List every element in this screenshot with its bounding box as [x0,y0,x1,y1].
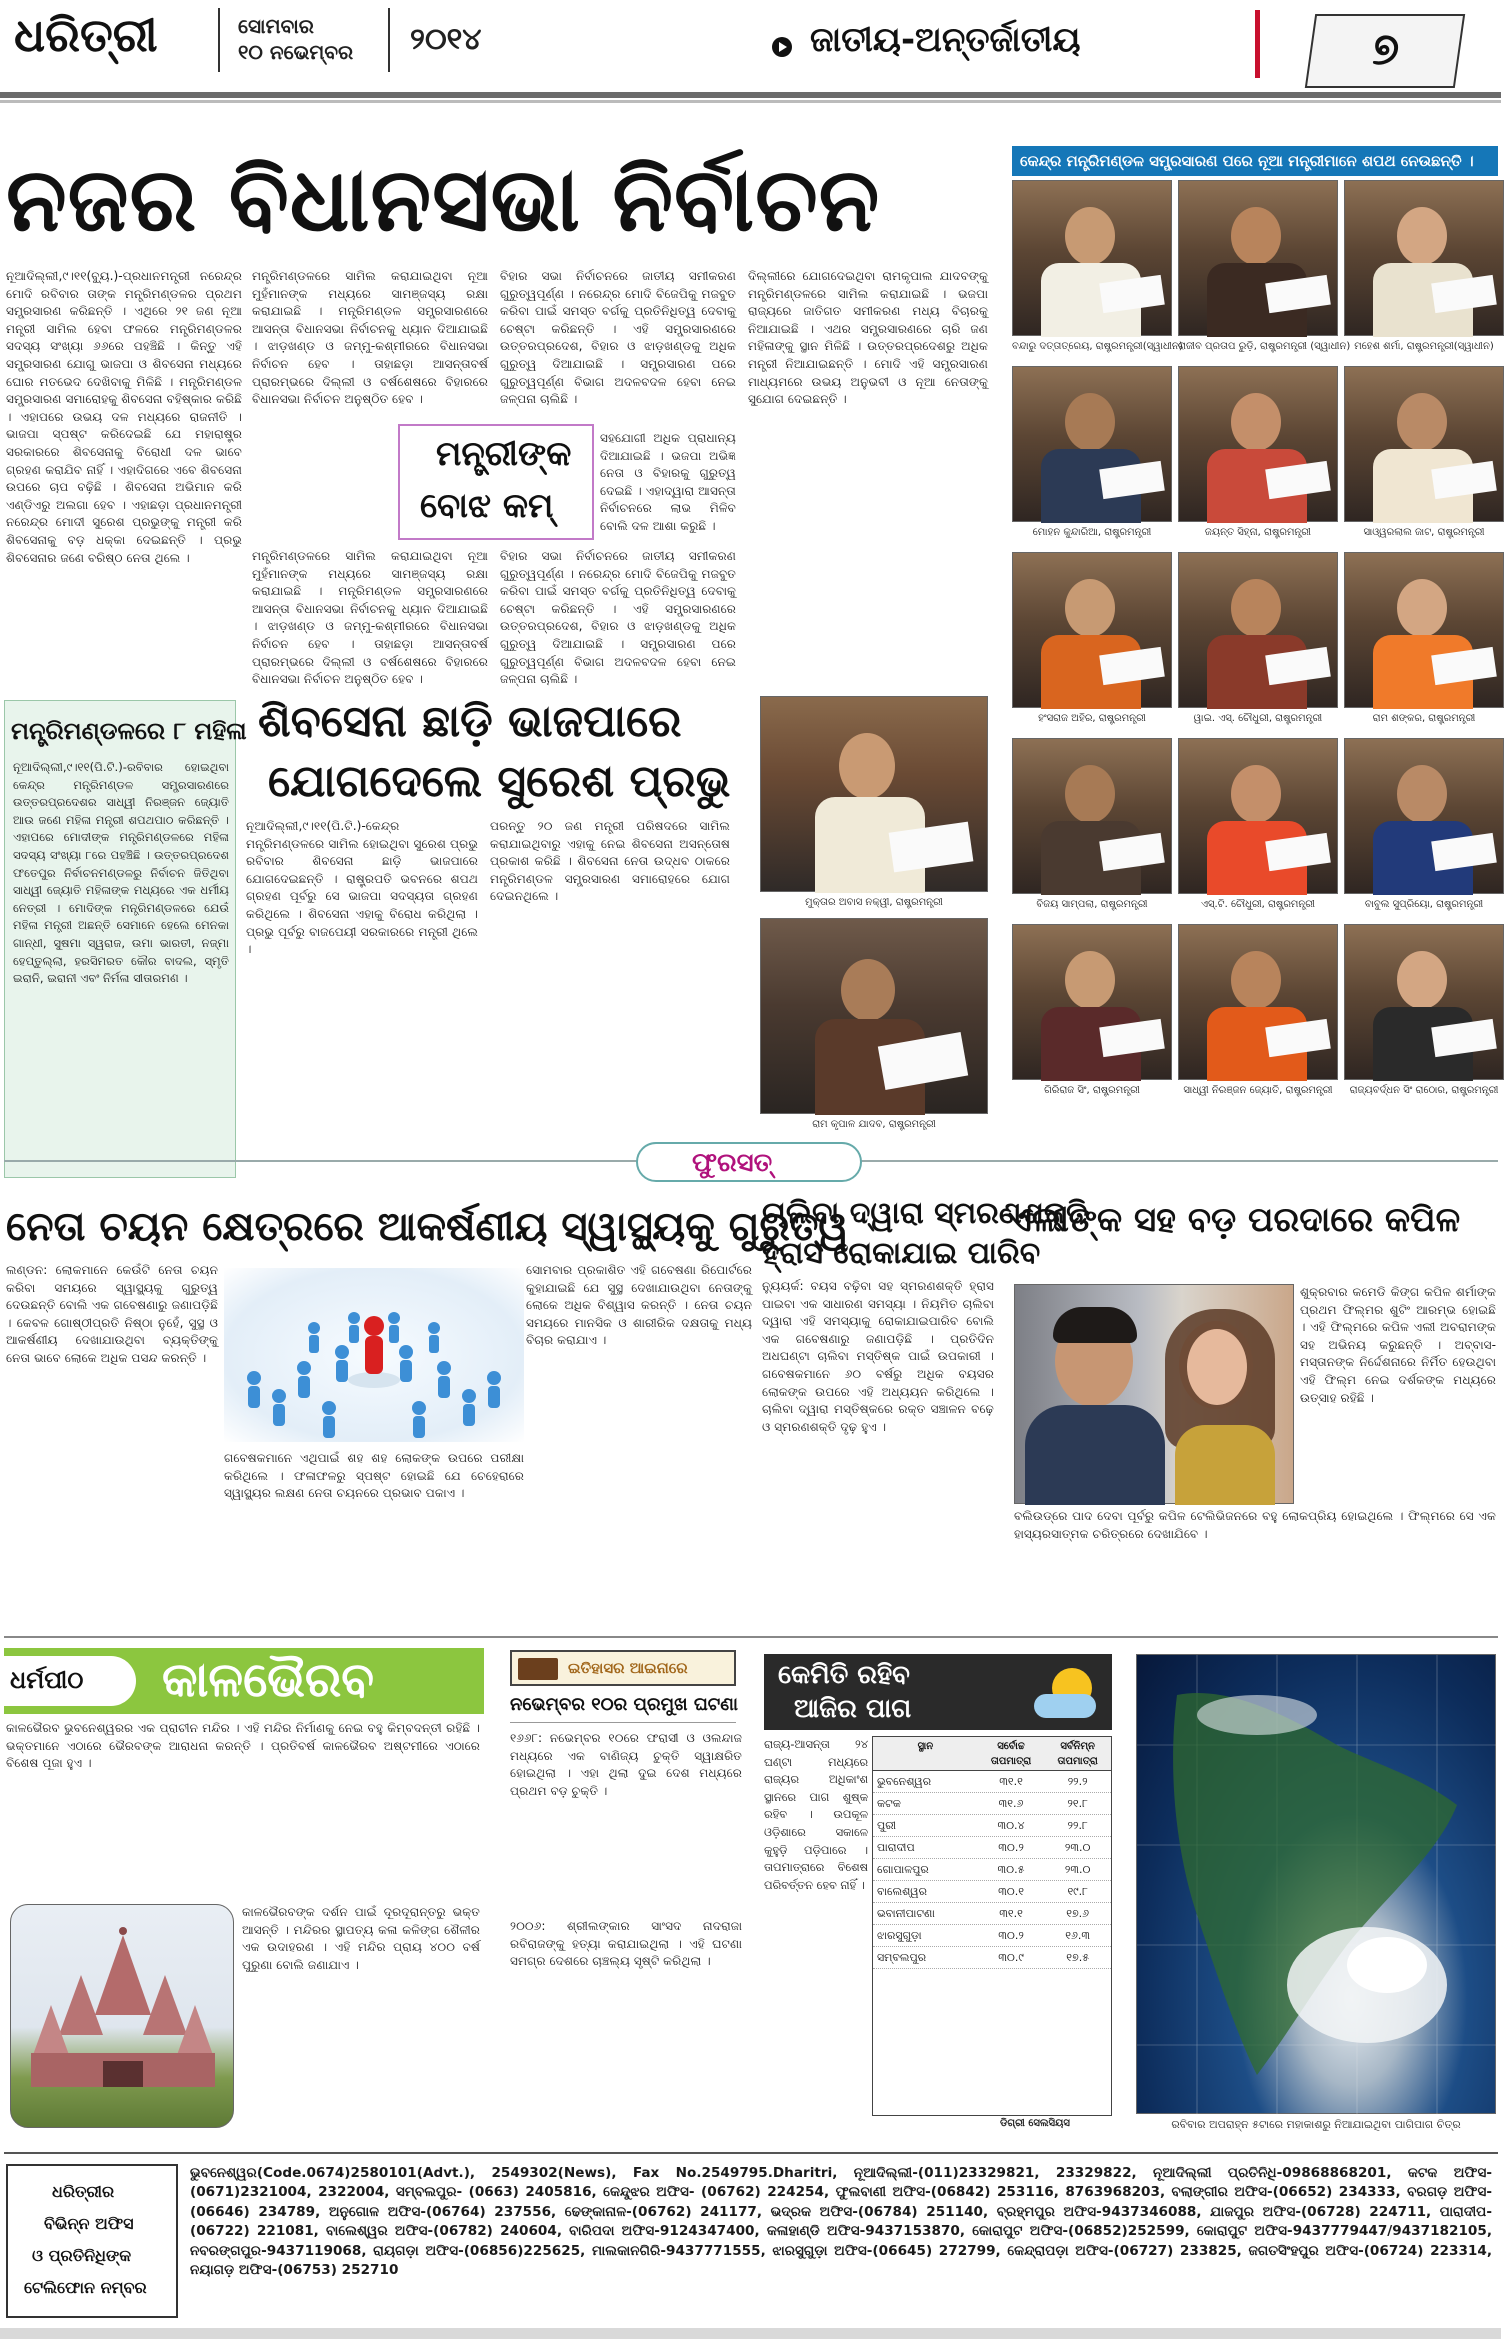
weather-cell: ୧୭.୬ [1066,1907,1090,1920]
minister-caption: ଗିରିରାଜ ସିଂ, ରାଷ୍ଟ୍ରମନ୍ତ୍ରୀ [1044,1085,1140,1096]
fursat-banner [636,1142,862,1182]
minister-caption: ହଂସରାଜ ଅହିର, ରାଷ୍ଟ୍ରମନ୍ତ୍ରୀ [1038,713,1146,724]
dharma-banner [4,1648,484,1714]
weather-cell: ୩୦.୨ [998,1929,1024,1942]
page-number-box [1305,14,1465,88]
minister-caption: ଜୟନ୍ତ ସିହ୍ନା, ରାଷ୍ଟ୍ରମନ୍ତ୍ରୀ [1204,527,1312,538]
satellite-caption: ରବିବାର ଅପରାହ୍ନ ୫ଟାରେ ମହାକାଶରୁ ନିଆଯାଇଥିବା ପାଗିପାଗ ଚିତ୍ର [1171,2118,1461,2131]
fursat-label: ଫୁରସତ୍ [692,1148,773,1178]
lead-col-2: ମନ୍ତ୍ରିମଣ୍ଡଳରେ ସାମିଲ କରାଯାଇଥିବା ନୂଆ ମୁହଁମାନଙ୍କ ମଧ୍ୟରେ ସାମଞ୍ଜସ୍ୟ ରକ୍ଷା କରାଯାଇଛି । ମନ୍ତ୍ରିମଣ୍ଡଳ ସମ୍ପ୍ରସାରଣରେ ଆସନ୍ତା ବିଧାନସଭା ନିର୍ବାଚନକୁ ଧ୍ୟାନ ଦିଆଯାଇଛି । ଝାଡ଼ଖଣ୍ଡ ଓ ଜମ୍ମୁ-କଶ୍ମୀରରେ ବିଧାନସଭା ନିର୍ବାଚନ ହେବ । ତାହାଛଡ଼ା ଆସନ୍ତାବର୍ଷ ପ୍ରାରମ୍ଭରେ ଦିଲ୍ଲୀ ଓ ବର୍ଷଶେଷରେ ବିହାରରେ ବିଧାନସଭା ନିର୍ବାଚନ ଅନୁଷ୍ଠିତ ହେବ । [252,269,492,407]
minister-photo [1344,738,1504,894]
weather-cell: ଭବାନୀପାଟଣା [877,1907,935,1920]
weather-cell: କଟକ [877,1797,901,1810]
lead-col-3: ବିହାର ସଭା ନିର୍ବାଚନରେ ଜାତୀୟ ସମୀକରଣ ଗୁରୁତ୍ୱପୂର୍ଣ୍ଣ । ନରେନ୍ଦ୍ର ମୋଦି ବିଜେପିକୁ ମଜବୁତ କରିବା ପାଇଁ ସମସ୍ତ ବର୍ଗକୁ ପ୍ରତିନିଧିତ୍ୱ ଦେବାକୁ ଚେଷ୍ଟା କରିଛନ୍ତି । ଏହି ସମ୍ପ୍ରସାରଣରେ ଉତ୍ତରପ୍ରଦେଶ, ବିହାର ଓ ଝାଡ଼ଖଣ୍ଡକୁ ଅଧିକ ଗୁରୁତ୍ୱ ଦିଆଯାଇଛି । ସମ୍ପ୍ରସାରଣ ପରେ ଗୁରୁତ୍ୱପୂର୍ଣ୍ଣ ବିଭାଗ ଅଦଳବଦଳ ହେବା ନେଇ ଜଳ୍ପନା ଚାଲିଛି । [500,269,740,407]
walking-title-2: ହ୍ରାସ ରୋକାଯାଇ ପାରିବ [762,1236,1041,1271]
kapil-body-2: ବଲିଉଡ୍‌ରେ ପାଦ ଦେବା ପୂର୍ବରୁ କପିଳ ଟେଲିଭିଜନରେ ବହୁ ଲୋକପ୍ରିୟ ହୋଇଥିଲେ । ଫିଲ୍ମରେ ସେ ଏକ ହାସ୍ୟରସାତ୍ମକ ଚରିତ୍ରରେ ଦେଖାଯିବେ । [1014,1509,1500,1541]
dharma-label-box [4,1656,136,1706]
satellite-svg [1137,1655,1497,2115]
footer-contacts: ଭୁବନେଶ୍ୱର(Code.0674)2580101(Advt.), 2549302(News), Fax No.2549795.Dharitri, ନୂଆଦିଲ୍ଲୀ-(011)23329821, 23329822, ନୂଆଦିଲ୍ଲୀ ପ୍ରତିନିଧି-09868868201, କଟକ ଅଫିସ-(0671)2321004, 2322004, ସମ୍ବଲପୁର- (0663) 2405816, କେନ୍ଦୁଝର ଅଫିସ- (06762) 224254, ଫୁଲବାଣୀ ଅଫିସ-(06842) 253116, 8763968203, ବଲାଙ୍ଗୀର ଅଫିସ-(06652) 234333, ବରଗଡ଼ ଅଫିସ-(06646) 234789, ଅନୁଗୋଳ ଅଫିସ-(06764) 237556, ଢେଙ୍କାନାଳ-(06762) 241177, ଭଦ୍ରକ ଅଫିସ-(06784) 251140, ବ୍ରହ୍ମପୁର ଅଫିସ-9437346088, ଯାଜପୁର ଅଫିସ-(06728) 224711, ପାରାଦୀପ-(06722) 221081, ବାଲେଶ୍ୱର ଅଫିସ-(06782) 240604, ବାରିପଦା ଅଫିସ-9124347400, କଳାହାଣ୍ଡି ଅଫିସ-9437153870, କୋରାପୁଟ ଅଫିସ-(06852)252599, କୋରାପୁଟ ଅଫିସ-9437779447/9437182105, ନବରଙ୍ଗପୁର-9437119068, ରାୟଗଡ଼ା ଅଫିସ-(06856)225625, ମାଲକାନଗିରି-9437771555, ଝାରସୁଗୁଡ଼ା ଅଫିସ-(06645) 272799, କେନ୍ଦ୍ରାପଡ଼ା ଅଫିସ-(06727) 233825, ଜଗତସିଂହପୁର ଅଫିସ-(06724) 223314, ନୟାଗଡ଼ ଅଫିସ-(06753) 252710 [190,2165,1497,2279]
weather-cell: ୩୧.୧ [999,1907,1023,1920]
health-col-2: ଗବେଷକମାନେ ଏଥିପାଇଁ ଶହ ଶହ ଲୋକଙ୍କ ଉପରେ ପରୀକ୍ଷା କରିଥିଲେ । ଫଳାଫଳରୁ ସ୍ପଷ୍ଟ ହୋଇଛି ଯେ ଚେହେରାରେ ସ୍ୱାସ୍ଥ୍ୟର ଲକ୍ଷଣ ନେତା ଚୟନରେ ପ୍ରଭାବ ପକାଏ । [224,1451,528,1501]
minister-caption: ମହେଶ ଶର୍ମା, ରାଷ୍ଟ୍ରମନ୍ତ୍ରୀ(ସ୍ୱାଧୀନ) [1354,341,1494,352]
minister-photo-grid [1012,180,1498,1110]
weather-row [873,1771,1111,1793]
weather-cell: ୩୧.୬ [998,1797,1024,1810]
weather-row [873,1947,1111,1969]
weather-row [873,1815,1111,1837]
weather-cell: ୩୦.୯ [998,1951,1024,1964]
women-box [4,700,247,1178]
lead-col-4: ଦିଲ୍ଲୀରେ ଯୋଗଦେଇଥିବା ରାମକୃପାଲ ଯାଦବଙ୍କୁ ମନ୍ତ୍ରିମଣ୍ଡଳରେ ସାମିଲ କରାଯାଇଛି । ଭଜପା ରାଜ୍ୟରେ ଜାତିଗତ ସମୀକରଣ ମଧ୍ୟ ବିଚାରକୁ ନିଆଯାଇଛି । ଏଥର ସମ୍ପ୍ରସାରଣରେ ଚାରି ଜଣ ମହିଳାଙ୍କୁ ସ୍ଥାନ ମିଳିଛି । ଉତ୍ତରପ୍ରଦେଶରୁ ଅଧିକ ମନ୍ତ୍ରୀ ନିଆଯାଇଛନ୍ତି । ମୋଦି ଏହି ସମ୍ପ୍ରସାରଣ ମାଧ୍ୟମରେ ଉଭୟ ଅନୁଭବୀ ଓ ନୂଆ ନେତାଙ୍କୁ ସୁଯୋଗ ଦେଇଛନ୍ତି । [748,269,992,407]
health-col-1: ଲଣ୍ଡନ: ଲୋକମାନେ କେଉଁଟି ନେତା ଚୟନ କରିବା ସମୟରେ ସ୍ୱାସ୍ଥ୍ୟକୁ ଗୁରୁତ୍ୱ ଦେଉଛନ୍ତି ବୋଲି ଏକ ଗବେଷଣାରୁ ଜଣାପଡ଼ିଛି । କେବଳ ଗୋଷ୍ଠୀପ୍ରତି ନିଷ୍ଠା ନୁହେଁ, ସୁସ୍ଥ ଓ ଆକର୍ଷଣୀୟ ଦେଖାଯାଉଥିବା ବ୍ୟକ୍ତିଙ୍କୁ ନେତା ଭାବେ ଲୋକେ ଅଧିକ ପସନ୍ଦ କରନ୍ତି । [6,1263,222,1365]
shivsena-title-1: ଶିବସେନା ଛାଡ଼ି ଭାଜପାରେ [258,696,682,747]
minister-caption: ୱାଇ. ଏସ୍. ଚୌଧୁରୀ, ରାଷ୍ଟ୍ରମନ୍ତ୍ରୀ [1193,713,1323,724]
lead-col-5: ସହଯୋଗୀ ଅଧିକ ପ୍ରାଧାନ୍ୟ ଦିଆଯାଇଛି । ଭଜପା ଅଭିଜ୍ଞ ନେତା ଓ ବିହାରକୁ ଗୁରୁତ୍ୱ ଦେଇଛି । ଏହାଦ୍ୱାରା ଆସନ୍ତା ନିର୍ବାଚନରେ ଲାଭ ମିଳିବ ବୋଲି ଦଳ ଆଶା କରୁଛି । [600,431,740,533]
kapil-photo [1014,1284,1294,1504]
dharma-label: ଧର୍ମପୀଠ [10,1666,84,1694]
sun-cloud-icon [1032,1664,1104,1722]
weather-cell: ଗୋପାଳପୁର [877,1863,929,1876]
minister-caption: ରାଜୀବ ପ୍ରତାପ ରୁଡ଼ି, ରାଷ୍ଟ୍ରମନ୍ତ୍ରୀ (ସ୍ୱାଧୀନ) [1178,341,1351,352]
weather-cell: ୨୩.୦ [1064,1863,1091,1876]
ramkripal-photo [760,918,988,1114]
weather-cell: ପୁରୀ [877,1819,896,1832]
issue-date: ୧୦ ନଭେମ୍ବର [238,40,354,64]
footer-box-line4: ଟେଲିଫୋନ ନମ୍ବର [24,2278,147,2297]
ramkripal-caption: ରାମ କୃପାଳ ଯାଦବ, ରାଷ୍ଟ୍ରମନ୍ତ୍ରୀ [812,1119,936,1130]
weather-title-2: ଆଜିର ପାଗ [794,1694,912,1724]
weather-row [873,1903,1111,1925]
pullquote [398,424,594,540]
naqvi-caption: ମୁକ୍ତାର ଅବାସ ନକ୍ୱୀ, ରାଷ୍ଟ୍ରମନ୍ତ୍ରୀ [805,897,943,908]
weather-table [872,1736,1112,2116]
weather-cell: ସମ୍ବଲପୁର [877,1951,927,1964]
weather-cell: ୨୨.୮ [1067,1819,1088,1832]
shivsena-col-1: ନୂଆଦିଲ୍ଲୀ,୯।୧୧(ପି.ଟି.)-କେନ୍ଦ୍ର ମନ୍ତ୍ରିମଣ୍ଡଳରେ ସାମିଲ ହୋଇଥିବା ସୁରେଶ ପ୍ରଭୁ ରବିବାର ଶିବସେନା ଛାଡ଼ି ଭାଜପାରେ ଯୋଗଦେଇଛନ୍ତି । ରାଷ୍ଟ୍ରପତି ଭବନରେ ଶପଥ ଗ୍ରହଣ ପୂର୍ବରୁ ସେ ଭାଜପା ସଦସ୍ୟତା ଗ୍ରହଣ କରିଥିଲେ । ଶିବସେନା ଏହାକୁ ବିରୋଧ କରିଥିଲା । ପ୍ରଭୁ ପୂର୍ବରୁ ବାଜପେୟୀ ସରକାରରେ ମନ୍ତ୍ରୀ ଥିଲେ । [246,819,482,957]
minister-caption: ସାଓ୍ୱରଲାଲ ଜାଟ, ରାଷ୍ଟ୍ରମନ୍ତ୍ରୀ [1363,527,1485,538]
weather-cell: ୨୧.୮ [1067,1797,1088,1810]
weather-cell: ୩୦.୧ [998,1885,1024,1898]
minister-photo [1178,738,1338,894]
walking-body: ନ୍ୟୁୟର୍କ: ବୟସ ବଢ଼ିବା ସହ ସ୍ମରଣଶକ୍ତି ହ୍ରାସ ପାଇବା ଏକ ସାଧାରଣ ସମସ୍ୟା । ନିୟମିତ ଚାଲିବା ଦ୍ୱାରା ଏହି ସମସ୍ୟାକୁ ରୋକାଯାଇପାରିବ ବୋଲି ଏକ ଗବେଷଣାରୁ ଜଣାପଡ଼ିଛି । ପ୍ରତିଦିନ ଅଧଘଣ୍ଟା ଚାଲିବା ମସ୍ତିଷ୍କ ପାଇଁ ଉପକାରୀ । ଗବେଷକମାନେ ୬୦ ବର୍ଷରୁ ଅଧିକ ବୟସର ଲୋକଙ୍କ ଉପରେ ଏହି ଅଧ୍ୟୟନ କରିଥିଲେ । ଚାଲିବା ଦ୍ୱାରା ମସ୍ତିଷ୍କରେ ରକ୍ତ ସଞ୍ଚାଳନ ବଢ଼େ ଓ ସ୍ମରଣଶକ୍ତି ଦୃଢ଼ ହୁଏ । [762,1279,998,1434]
minister-caption: ମୋହନ କୁନ୍ଦାରିଆ, ରାଷ୍ଟ୍ରମନ୍ତ୍ରୀ [1032,527,1152,538]
minister-photo [1012,366,1172,522]
health-col-3: ସୋମବାର ପ୍ରକାଶିତ ଏହି ଗବେଷଣା ରିପୋର୍ଟରେ କୁହାଯାଇଛି ଯେ ସୁସ୍ଥ ଦେଖାଯାଉଥିବା ନେତାଙ୍କୁ ଲୋକେ ଅଧିକ ବିଶ୍ୱାସ କରନ୍ତି । ନେତା ଚୟନ ସମୟରେ ମାନସିକ ଓ ଶାରୀରିକ ଦକ୍ଷତାକୁ ମଧ୍ୟ ବିଚାର କରାଯାଏ । [526,1263,756,1348]
weather-cell: ୨୨.୨ [1067,1775,1088,1788]
footer-box [6,2164,178,2318]
crowd-illustration [224,1268,524,1442]
lead-headline: ନଜର ବିଧାନସଭା ନିର୍ବାଚନ [6,148,881,251]
weather-row [873,1925,1111,1947]
weather-cell: ଭୁବନେଶ୍ୱର [877,1775,932,1788]
minister-photo [1178,924,1338,1080]
pullquote-line2: ବୋଝ କମ୍ [420,486,554,526]
weather-cell: ୨୩.୦ [1064,1841,1091,1854]
health-title: ନେତା ଚୟନ କ୍ଷେତ୍ରରେ ଆକର୍ଷଣୀୟ ସ୍ୱାସ୍ଥ୍ୟକୁ ଗୁରୁତ୍ୱ [6,1204,849,1250]
weather-row [873,1881,1111,1903]
weather-col-header: ସର୍ବନିମ୍ନ ତାପମାତ୍ରା [1057,1741,1098,1767]
weather-row [873,1837,1111,1859]
itihas-tag [510,1650,736,1686]
weather-cell: ଝାରସୁଗୁଡ଼ା [877,1929,922,1942]
weather-row [873,1859,1111,1881]
weather-body: ରାଜ୍ୟ-ଆସନ୍ତା ୨୪ ଘଣ୍ଟା ମଧ୍ୟରେ ରାଜ୍ୟର ଅଧିକାଂଶ ସ୍ଥାନରେ ପାଗ ଶୁଷ୍କ ରହିବ । ଉପକୂଳ ଓଡ଼ିଶାରେ ସକାଳେ କୁହୁଡ଼ି ପଡ଼ିପାରେ । ତାପମାତ୍ରାରେ ବିଶେଷ ପରିବର୍ତ୍ତନ ହେବ ନାହିଁ । [764,1737,872,1892]
kapil-body: ଶୁକ୍ରବାର କମେଡି କିଙ୍ଗ କପିଳ ଶର୍ମାଙ୍କ ପ୍ରଥମ ଫିଲ୍ମର ଶୁଟିଂ ଆରମ୍ଭ ହୋଇଛି । ଏହି ଫିଲ୍ମରେ କପିଳ ଏଲୀ ଅବରାମଙ୍କ ସହ ଅଭିନୟ କରୁଛନ୍ତି । ଅବ୍ବାସ-ମସ୍ତାନଙ୍କ ନିର୍ଦ୍ଦେଶନାରେ ନିର୍ମିତ ହେଉଥିବା ଏହି ଫିଲ୍ମ ନେଇ ଦର୍ଶକଙ୍କ ମଧ୍ୟରେ ଉତ୍ସାହ ରହିଛି । [1300,1285,1500,1405]
minister-photo [1344,924,1504,1080]
weather-table-header [873,1737,1111,1771]
book-icon [518,1658,558,1680]
shivsena-col-2: ପରନ୍ତୁ ୨୦ ଜଣ ମନ୍ତ୍ରୀ ପରିଷଦରେ ସାମିଲ କରାଯାଇଥିବାରୁ ଏହାକୁ ନେଇ ଶିବସେନା ଅସନ୍ତୋଷ ପ୍ରକାଶ କରିଛି । ଶିବସେନା ନେତା ଉଦ୍ଧବ ଠାକରେ ମନ୍ତ୍ରିମଣ୍ଡଳ ସମ୍ପ୍ରସାରଣ ସମାରୋହରେ ଯୋଗ ଦେଇନଥିଲେ । [490,819,734,904]
weather-cell: ୩୦.୪ [997,1819,1025,1832]
minister-caption: ରାମ ଶଙ୍କର, ରାଷ୍ଟ୍ରମନ୍ତ୍ରୀ [1372,713,1476,724]
weather-col-header: ସର୍ବୋଚ୍ଚ ତାପମାତ୍ରା [990,1741,1032,1767]
weather-cell: ୩୧.୧ [999,1775,1023,1788]
naqvi-photo [760,696,988,892]
weather-cell: ୧୯.୮ [1067,1885,1088,1898]
minister-caption: ବିଜୟ ସାମ୍ପଲା, ରାଷ୍ଟ୍ରମନ୍ତ୍ରୀ [1036,899,1148,910]
photo-grid-title: କେନ୍ଦ୍ର ମନ୍ତ୍ରିମଣ୍ଡଳ ସମ୍ପ୍ରସାରଣ ପରେ ନୂଆ ମନ୍ତ୍ରୀମାନେ ଶପଥ ନେଉଛନ୍ତି । [1012,146,1498,176]
brand-logo: ଧରିତ୍ରୀ [14,8,158,62]
kapil-title: ଏଲୀଙ୍କ ସହ ବଡ଼ ପରଦାରେ କପିଳ [1008,1200,1461,1240]
issue-year: ୨୦୧୪ [410,22,482,57]
footer-box-line3: ଓ ପ୍ରତିନିଧିଙ୍କ [32,2246,132,2265]
minister-photo [1012,738,1172,894]
minister-photo [1012,924,1172,1080]
pullquote-line1: ମନ୍ତ୍ରୀଙ୍କ [436,434,572,474]
issue-day: ସୋମବାର [238,14,314,38]
itihas-item-1: ୧୬୬୮: ନଭେମ୍ବର ୧୦ରେ ଫରାସୀ ଓ ଓଲନ୍ଦାଜ ମଧ୍ୟରେ ଏକ ବାଣିଜ୍ୟ ଚୁକ୍ତି ସ୍ୱାକ୍ଷରିତ ହୋଇଥିଲା । ଏହା ଥିଲା ଦୁଇ ଦେଶ ମଧ୍ୟରେ ପ୍ରଥମ ବଡ଼ ଚୁକ୍ତି । [510,1731,746,1798]
weather-source: ଡିଗ୍ରୀ ସେଲସିୟସ [1000,2118,1070,2129]
minister-photo [1012,552,1172,708]
minister-caption: ସାଧ୍ୱୀ ନିରଞ୍ଜନ ଜ୍ୟୋତି, ରାଷ୍ଟ୍ରମନ୍ତ୍ରୀ [1183,1085,1333,1096]
dharma-title: କାଳଭୈରବ [162,1652,375,1708]
dharma-col-1: କାଳଭୈରବ ଭୁବନେଶ୍ୱରର ଏକ ପ୍ରାଚୀନ ମନ୍ଦିର । ଏହି ମନ୍ଦିର ନିର୍ମାଣକୁ ନେଇ ବହୁ କିମ୍ବଦନ୍ତୀ ରହିଛି । ଭକ୍ତମାନେ ଏଠାରେ ଭୈରବଙ୍କ ଆରାଧନା କରନ୍ତି । ପ୍ରତିବର୍ଷ କାଳଭୈରବ ଅଷ୍ଟମୀରେ ଏଠାରେ ବିଶେଷ ପୂଜା ହୁଏ । [6,1721,484,1771]
itihas-label: ଇତିହାସର ଆଇନାରେ [568,1659,688,1677]
temple-photo [10,1904,234,2128]
minister-caption: ବନ୍ଦାରୁ ଦତ୍ତାତ୍ରେୟ, ରାଷ୍ଟ୍ରମନ୍ତ୍ରୀ(ସ୍ୱାଧୀନ) [1012,341,1183,352]
walking-title-1: ଚାଲିବା ଦ୍ୱାରା ସ୍ମରଣଶକ୍ତି [762,1196,1088,1231]
weather-cell: ୩୦.୨ [998,1841,1024,1854]
minister-photo [1344,180,1504,336]
minister-photo [1178,180,1338,336]
weather-title-1: କେମିତି ରହିବ [778,1660,910,1690]
minister-photo [1178,552,1338,708]
masthead [0,0,1501,90]
minister-photo [1012,180,1172,336]
lead-col-1: ନୂଆଦିଲ୍ଲୀ,୯।୧୧(ବ୍ୟୁ.)-ପ୍ରଧାନମନ୍ତ୍ରୀ ନରେନ୍ଦ୍ର ମୋଦି ରବିବାର ତାଙ୍କ ମନ୍ତ୍ରିମଣ୍ଡଳର ପ୍ରଥମ ସମ୍ପ୍ରସାରଣ କରିଛନ୍ତି । ଏଥିରେ ୨୧ ଜଣ ନୂଆ ମନ୍ତ୍ରୀ ସାମିଲ ହେବା ଫଳରେ ମନ୍ତ୍ରିମଣ୍ଡଳର ସଦସ୍ୟ ସଂଖ୍ୟା ୬୬ରେ ପହଞ୍ଚିଛି । କିନ୍ତୁ ଏହି ସମ୍ପ୍ରସାରଣ ଯୋଗୁ ଭାଜପା ଓ ଶିବସେନା ମଧ୍ୟରେ ଘୋର ମତଭେଦ ଦେଖିବାକୁ ମିଳିଛି । ମନ୍ତ୍ରିମଣ୍ଡଳ ସମ୍ପ୍ରସାରଣ ସମାରୋହକୁ ଶିବସେନା ବହିଷ୍କାର କରିଛି । ଏହାପରେ ଉଭୟ ଦଳ ମଧ୍ୟରେ ରାଜନୀତି । ଭାଜପା ସ୍ପଷ୍ଟ କରିଦେଇଛି ଯେ ମହାରାଷ୍ଟ୍ର ସରକାରରେ ଶିବସେନାକୁ ବିରୋଧୀ ଦଳ ଭାବେ ଗ୍ରହଣ କରାଯିବ ନାହିଁ । ଏହାଦିଗରେ ଏବେ ଶିବସେନା ଉପରେ ଚାପ ବଢ଼ିଛି । ଶିବସେନା ଅଭିମାନ କରି ଏଣ୍ଡିଏରୁ ଅଲଗା ହେବ । ଏହାଛଡ଼ା ପ୍ରଧାନମନ୍ତ୍ରୀ ନରେନ୍ଦ୍ର ମୋଦୀ ସୁରେଶ ପ୍ରଭୁଙ୍କୁ ମନ୍ତ୍ରୀ କରି ଶିବସେନାକୁ ବଡ଼ ଧକ୍କା ଦେଇଛନ୍ତି । ପ୍ରଭୁ ଶିବସେନାର ଜଣେ ବରିଷ୍ଠ ନେତା ଥିଲେ । [6,269,246,565]
itihas-item-2: ୨୦୦୬: ଶ୍ରୀଲଙ୍କାର ସାଂସଦ ନାଦରାଜା ରବିରାଜଙ୍କୁ ହତ୍ୟା କରାଯାଇଥିଲା । ଏହି ଘଟଣା ସମଗ୍ର ଦେଶରେ ଚାଞ୍ଚଲ୍ୟ ସୃଷ୍ଟି କରିଥିଲା । [510,1919,746,1969]
weather-cell: ୧୭.୫ [1066,1951,1090,1964]
minister-photo [1344,552,1504,708]
lead-col-3b: ବିହାର ସଭା ନିର୍ବାଚନରେ ଜାତୀୟ ସମୀକରଣ ଗୁରୁତ୍ୱପୂର୍ଣ୍ଣ । ନରେନ୍ଦ୍ର ମୋଦି ବିଜେପିକୁ ମଜବୁତ କରିବା ପାଇଁ ସମସ୍ତ ବର୍ଗକୁ ପ୍ରତିନିଧିତ୍ୱ ଦେବାକୁ ଚେଷ୍ଟା କରିଛନ୍ତି । ଏହି ସମ୍ପ୍ରସାରଣରେ ଉତ୍ତରପ୍ରଦେଶ, ବିହାର ଓ ଝାଡ଼ଖଣ୍ଡକୁ ଅଧିକ ଗୁରୁତ୍ୱ ଦିଆଯାଇଛି । ସମ୍ପ୍ରସାରଣ ପରେ ଗୁରୁତ୍ୱପୂର୍ଣ୍ଣ ବିଭାଗ ଅଦଳବଦଳ ହେବା ନେଇ ଜଳ୍ପନା ଚାଲିଛି । [500,549,740,687]
weather-col-header: ସ୍ଥାନ [917,1741,934,1752]
footer-box-line1: ଧରିତ୍ରୀର [52,2182,115,2201]
weather-banner [764,1654,1112,1730]
shivsena-title-2: ଯୋଗଦେଲେ ସୁରେଶ ପ୍ରଭୁ [268,756,731,807]
minister-photo [1178,366,1338,522]
crowd-svg [224,1268,524,1442]
minister-caption: ଏସ୍.ଟି. ଚୌଧୁରୀ, ରାଷ୍ଟ୍ରମନ୍ତ୍ରୀ [1200,899,1316,910]
weather-cell: ୧୬.୩ [1065,1929,1091,1942]
weather-cell: ବାଲେଶ୍ୱର [877,1885,927,1898]
bullet-icon [772,37,792,57]
weather-cell: ପାରାଦୀପ [877,1841,915,1854]
weather-table-body [873,1771,1111,1969]
women-body: ନୂଆଦିଲ୍ଲୀ,୯।୧୧(ପି.ଟି.)-ରବିବାର ହୋଇଥିବା କେନ୍ଦ୍ର ମନ୍ତ୍ରିମଣ୍ଡଳ ସମ୍ପ୍ରସାରଣରେ ଉତ୍ତରପ୍ରଦେଶର ସାଧ୍ୱୀ ନିରଞ୍ଜନ ଜ୍ୟୋତି ଆଉ ଜଣେ ମହିଳା ମନ୍ତ୍ରୀ ଶପଥପାଠ କରିଛନ୍ତି । ଏହାପରେ ମୋଦୀଙ୍କ ମନ୍ତ୍ରିମଣ୍ଡଳରେ ମହିଳା ସଦସ୍ୟ ସଂଖ୍ୟା ୮ରେ ପହଞ୍ଚିଛି । ଉତ୍ତରପ୍ରଦେଶ ଫତେପୁର ନିର୍ବାଚନମଣ୍ଡଳରୁ ନିର୍ବାଚନ ଜିତିଥିବା ସାଧ୍ୱୀ ଜ୍ୟୋତି ମହିଳାଙ୍କ ମଧ୍ୟରେ ଏକ ଧର୍ମୀୟ ନେତ୍ରୀ । ମୋଦିଙ୍କ ମନ୍ତ୍ରିମଣ୍ଡଳରେ ଯେଉଁ ମହିଳା ମନ୍ତ୍ରୀ ଅଛନ୍ତି ସେମାନେ ହେଲେ ମେନକା ଗାନ୍ଧୀ, ସୁଷମା ସ୍ୱରାଜ, ଉମା ଭାରତୀ, ନଜ୍ମା ହେପ୍ତୁଲ୍ଲା, ହରସିମରତ କୌର ବାଦଲ, ସ୍ମୃତି ଇରାନି, ଇରାନୀ ଏବଂ ନିର୍ମଳା ସୀତାରମଣ । [13,760,233,986]
minister-caption: ରାଜ୍ୟବର୍ଦ୍ଧନ ସିଂ ରାଠୋର, ରାଷ୍ଟ୍ରମନ୍ତ୍ରୀ [1349,1085,1499,1096]
footer-box-line2: ବିଭିନ୍ନ ଅଫିସ [44,2214,134,2233]
page-number: ୭ [1372,24,1400,75]
section-title: ଜାତୀୟ-ଅନ୍ତର୍ଜାତୀୟ [810,20,1081,60]
satellite-map [1136,1654,1496,2114]
lead-col-2b: ମନ୍ତ୍ରିମଣ୍ଡଳରେ ସାମିଲ କରାଯାଇଥିବା ନୂଆ ମୁହଁମାନଙ୍କ ମଧ୍ୟରେ ସାମଞ୍ଜସ୍ୟ ରକ୍ଷା କରାଯାଇଛି । ମନ୍ତ୍ରିମଣ୍ଡଳ ସମ୍ପ୍ରସାରଣରେ ଆସନ୍ତା ବିଧାନସଭା ନିର୍ବାଚନକୁ ଧ୍ୟାନ ଦିଆଯାଇଛି । ଝାଡ଼ଖଣ୍ଡ ଓ ଜମ୍ମୁ-କଶ୍ମୀରରେ ବିଧାନସଭା ନିର୍ବାଚନ ହେବ । ତାହାଛଡ଼ା ଆସନ୍ତାବର୍ଷ ପ୍ରାରମ୍ଭରେ ଦିଲ୍ଲୀ ଓ ବର୍ଷଶେଷରେ ବିହାରରେ ବିଧାନସଭା ନିର୍ବାଚନ ଅନୁଷ୍ଠିତ ହେବ । [252,549,492,687]
women-title: ମନ୍ତ୍ରିମଣ୍ଡଳରେ ୮ ମହିଳା [11,717,247,745]
minister-photo [1344,366,1504,522]
temple-svg [11,1905,235,2129]
dharma-col-2: କାଳଭୈରବଙ୍କ ଦର୍ଶନ ପାଇଁ ଦୂରଦୂରାନ୍ତରୁ ଭକ୍ତ ଆସନ୍ତି । ମନ୍ଦିରର ସ୍ଥାପତ୍ୟ କଳା କଳିଙ୍ଗ ଶୈଳୀର ଏକ ଉଦାହରଣ । ଏହି ମନ୍ଦିର ପ୍ରାୟ ୪୦୦ ବର୍ଷ ପୁରୁଣା ବୋଲି ଜଣାଯାଏ । [242,1905,484,1972]
weather-cell: ୩୦.୫ [997,1863,1025,1876]
itihas-subtitle: ନଭେମ୍ବର ୧୦ର ପ୍ରମୁଖ ଘଟଣା [510,1694,738,1715]
minister-caption: ବାବୁଲ ସୁପ୍ରିୟୋ, ରାଷ୍ଟ୍ରମନ୍ତ୍ରୀ [1364,899,1484,910]
weather-row [873,1793,1111,1815]
